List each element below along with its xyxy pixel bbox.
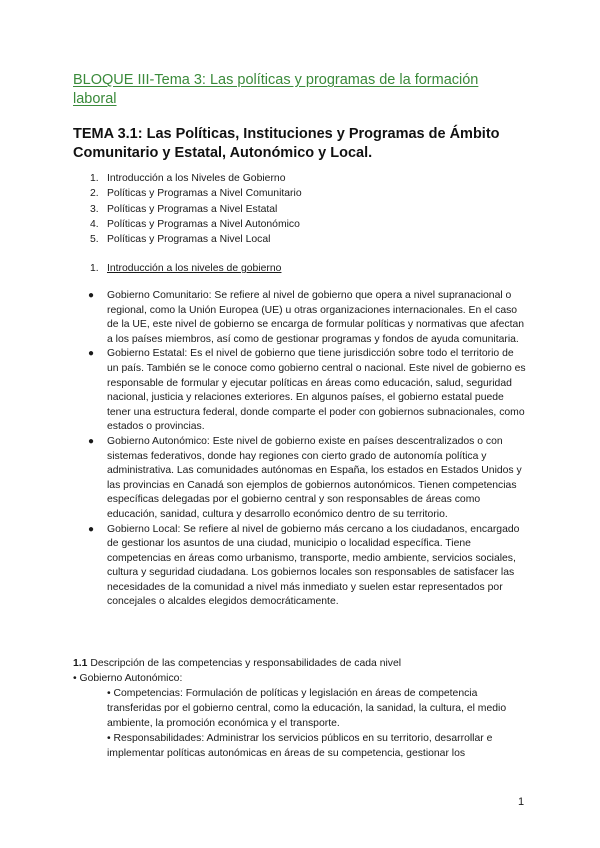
list-item [88, 347, 527, 435]
list-item [88, 523, 527, 611]
toc-item-label: Políticas y Programas a Nivel Autonómico [107, 218, 300, 230]
bullet-icon: ● [88, 290, 95, 301]
toc-item-number: 1. [90, 173, 99, 184]
government-levels-list [88, 289, 527, 610]
toc-item [73, 217, 302, 232]
bloque-title: BLOQUE III-Tema 3: Las políticas y programas de la formación laboral [73, 72, 479, 107]
toc-item-number: 4. [90, 218, 99, 230]
section-label: Introducción a los niveles de gobierno [107, 263, 282, 274]
bullet-icon: ● [88, 435, 95, 447]
list-item-text: Gobierno Local: Se refiere al nivel de gobierno más cercano a los ciudadanos, encargado de gestionar los asuntos de una ciudad, municipio o localidad específica. Tiene competencias en áreas como urbanismo, transporte, medio ambiente, servicios sociales, cultura y seguridad ciudadana. Los gobiernos locales son responsables de satisfacer las necesidades de la comunidad a nivel más inmediato y suelen estar representados por concejales o alcaldes elegidos democráticamente. [107, 523, 520, 608]
list-item-text: Gobierno Autonómico: Este nivel de gobierno existe en países descentralizados o con sistemas federativos, donde hay regiones con cierto grado de autonomía política y administrativa. Las comunidades autónomas en España, los estados en Estados Unidos y las provincias en Canadá son ejemplos de gobiernos autonómicos. Tienen competencias específicas delegadas por el gobierno central y son responsables de áreas como educación, sanidad, cultura y desarrollo económico dentro de su territorio. [107, 435, 522, 520]
toc-item-label: Políticas y Programas a Nivel Estatal [107, 203, 278, 215]
toc-item [73, 202, 302, 217]
page-number: 1 [518, 796, 525, 808]
list-item [88, 289, 527, 347]
toc-item [73, 232, 302, 247]
list-item-text: Gobierno Comunitario: Se refiere al nivel de gobierno que opera a nivel supranacional o regional, como la Unión Europea (UE) u otras organizaciones internacionales. En el caso de la UE, este nivel de gobierno se encarga de formular políticas y normativas que afectan a los países miembros, así como de gestionar programas y fondos de ayuda comunitaria. [107, 290, 525, 345]
list-item [88, 435, 527, 523]
toc-item-number: 5. [90, 234, 99, 246]
tema-title: TEMA 3.1: Las Políticas, Instituciones y Programas de Ámbito Comunitario y Estatal, Autonómico y Local. [73, 126, 500, 161]
section-number: 1. [90, 263, 99, 274]
subsection-number: 1.1 [73, 658, 88, 669]
sub-item: • Competencias: Formulación de políticas y legislación en áreas de competencia transferidas por el gobierno central, como la educación, la sanidad, la cultura, el medio ambiente, la promoción económica y el transporte. [107, 688, 507, 729]
toc-item [73, 186, 302, 201]
table-of-contents [73, 171, 302, 247]
sub-item: • Responsabilidades: Administrar los servicios públicos en su territorio, desarrollar e implementar políticas autonómicas en áreas de su competencia, gestionar los [107, 733, 493, 759]
bullet-icon: ● [88, 348, 95, 360]
subsection-description [73, 657, 533, 686]
sub-items [107, 686, 527, 761]
toc-item [73, 171, 302, 186]
toc-item-number: 3. [90, 203, 99, 215]
toc-item-label: Políticas y Programas a Nivel Comunitario [107, 188, 302, 200]
list-item-text: Gobierno Estatal: Es el nivel de gobierno que tiene jurisdicción sobre todo el territorio de un país. También se le conoce como gobierno central o nacional. Este nivel de gobierno es responsable de formular y ejecutar políticas en áreas como educación, salud, seguridad nacional, justicia y relaciones exteriores. En algunos países, el gobierno estatal puede tener una estructura federal, donde comparte el poder con gobiernos subnacionales, como estados o provincias. [107, 348, 526, 433]
toc-item-number: 2. [90, 188, 99, 200]
toc-item-label: Políticas y Programas a Nivel Local [107, 234, 271, 246]
subsection-item: • Gobierno Autonómico: [73, 672, 183, 684]
subsection-title: Descripción de las competencias y responsabilidades de cada nivel [87, 658, 402, 669]
section-heading [90, 262, 281, 276]
bullet-icon: ● [88, 523, 95, 535]
toc-item-label: Introducción a los Niveles de Gobierno [107, 173, 286, 184]
